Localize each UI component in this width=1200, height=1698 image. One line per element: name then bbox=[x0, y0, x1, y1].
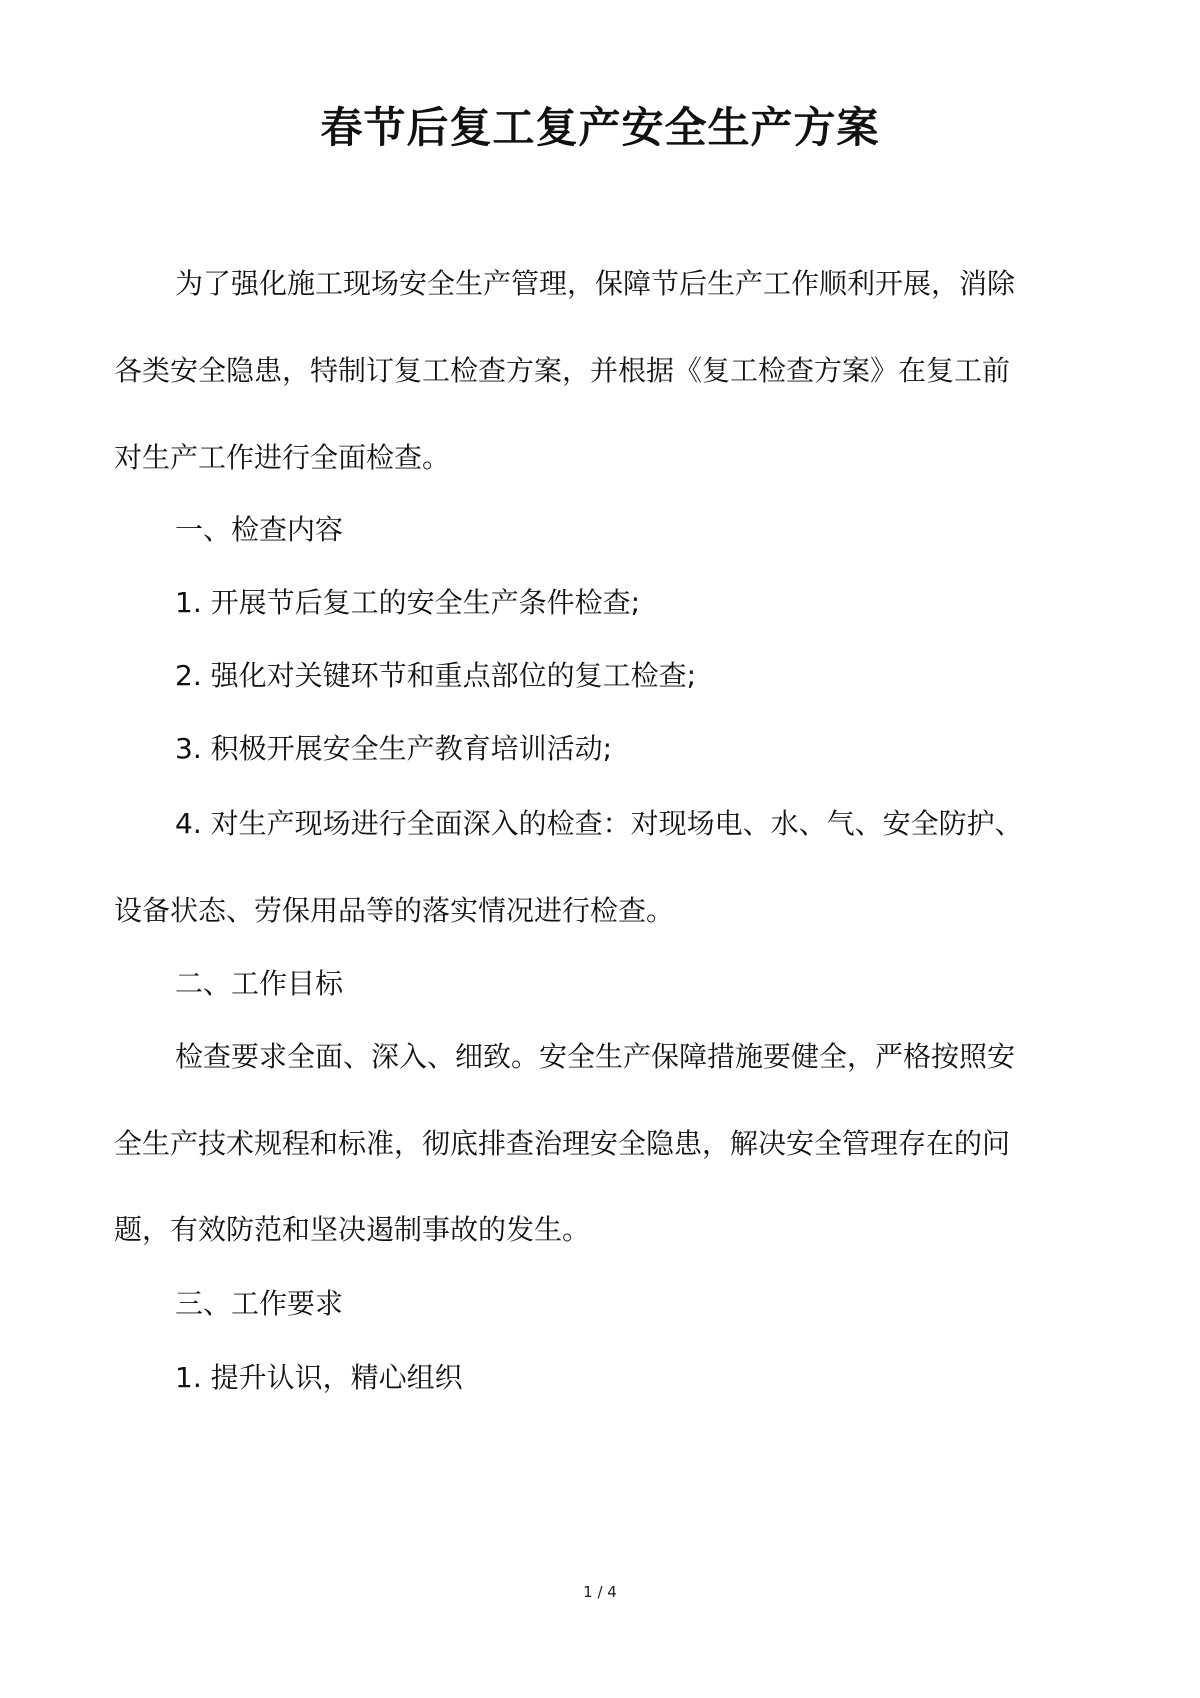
section1-item-3: 3. 积极开展安全生产教育培训活动; bbox=[175, 732, 613, 765]
section1-item-2: 2. 强化对关键环节和重点部位的复工检查; bbox=[175, 659, 697, 692]
document-title: 春节后复工复产安全生产方案 bbox=[320, 103, 880, 152]
section3-heading: 三、工作要求 bbox=[175, 1287, 344, 1320]
section1-heading: 一、检查内容 bbox=[175, 513, 344, 546]
intro-line-3: 对生产工作进行全面检查。 bbox=[114, 441, 451, 474]
section1-item-1: 1. 开展节后复工的安全生产条件检查; bbox=[175, 586, 641, 619]
page-number: 1 / 4 bbox=[583, 1583, 617, 1601]
section2-body-line-3: 题，有效防范和坚决遏制事故的发生。 bbox=[114, 1213, 591, 1246]
section1-item-4-line-2: 设备状态、劳保用品等的落实情况进行检查。 bbox=[114, 894, 675, 927]
intro-line-1: 为了强化施工现场安全生产管理，保障节后生产工作顺利开展，消除 bbox=[175, 267, 1016, 300]
intro-line-2: 各类安全隐患，特制订复工检查方案，并根据《复工检查方案》在复工前 bbox=[114, 354, 1011, 387]
section2-body-line-2: 全生产技术规程和标准，彻底排查治理安全隐患，解决安全管理存在的问 bbox=[114, 1127, 1011, 1160]
section1-item-4-line-1: 4. 对生产现场进行全面深入的检查：对现场电、水、气、安全防护、 bbox=[175, 807, 1023, 840]
section2-heading: 二、工作目标 bbox=[175, 967, 344, 1000]
section2-body-line-1: 检查要求全面、深入、细致。安全生产保障措施要健全，严格按照安 bbox=[175, 1040, 1016, 1073]
section3-item-1: 1. 提升认识，精心组织 bbox=[175, 1361, 463, 1394]
